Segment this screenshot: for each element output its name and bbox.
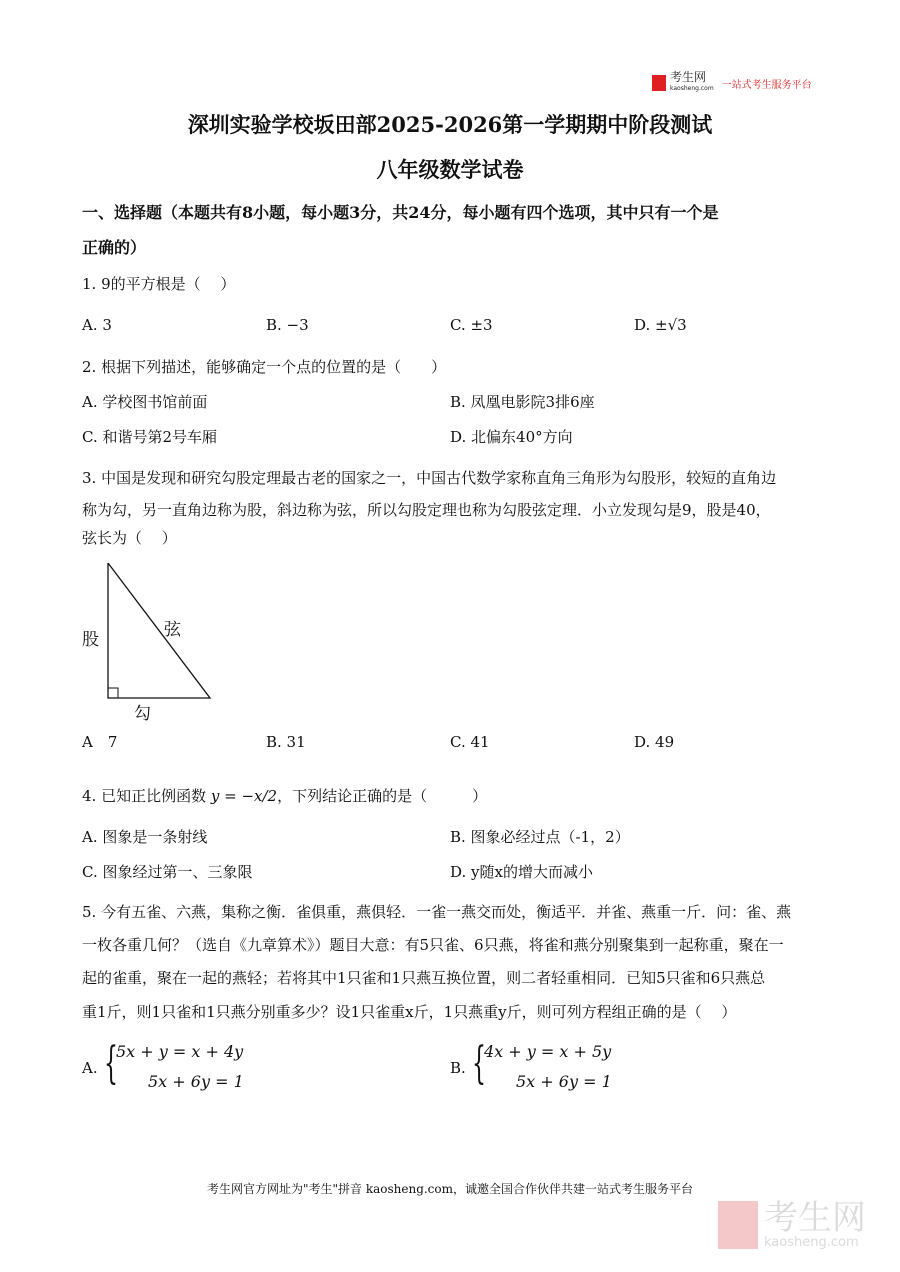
q3-option-c: C. 41 (450, 733, 490, 751)
q5-option-b-label: B. (450, 1059, 466, 1077)
kaosheng-logo (652, 72, 812, 94)
q5-b-eq2: 5x + 6y = 1 (516, 1072, 612, 1091)
watermark (718, 1200, 866, 1250)
q2-option-a: A. 学校图书馆前面 (82, 393, 208, 411)
right-triangle-figure (0, 0, 260, 720)
watermark-name: 考生网 (764, 1198, 866, 1238)
page-title: 深圳实验学校坂田部2025-2026第一学期期中阶段测试 (187, 112, 713, 137)
q2-option-d: D. 北偏东40°方向 (450, 428, 573, 446)
q1-option-b: B. −3 (266, 316, 309, 334)
q1-option-d: D. ±√3 (634, 316, 687, 334)
q4-option-c: C. 图象经过第一、三象限 (82, 863, 253, 881)
logo-name: 考生网 (670, 70, 707, 84)
footer-text: 考生网官方网址为"考生"拼音 kaosheng.com，诚邀全国合作伙伴共建一站式考生服务平台 (206, 1182, 694, 1196)
q5-stem-1: 5. 今有五雀、六燕，集称之衡．雀俱重，燕俱轻．一雀一燕交而处，衡适平．并雀、燕重一斤．问：雀、燕 (82, 903, 792, 921)
q4-option-b: B. 图象必经过点（-1，2） (450, 828, 630, 846)
brace-icon: { (104, 1038, 118, 1089)
q5-stem-4: 重1斤，则1只雀和1只燕分别重多少？设1只雀重x斤，1只燕重y斤，则可列方程组正确的是（ ） (82, 1003, 737, 1021)
q5-stem-2: 一枚各重几何？（选自《九章算术》）题目大意：有5只雀、6只燕，将雀和燕分别聚集到一起称重，聚在一 (82, 936, 784, 954)
section-heading-cont: 正确的） (82, 238, 147, 257)
q5-a-eq2: 5x + 6y = 1 (148, 1072, 244, 1091)
watermark-logo-icon (718, 1201, 758, 1249)
q1-stem: 1. 9的平方根是（ ） (82, 275, 236, 293)
q4-option-a: A. 图象是一条射线 (82, 828, 208, 846)
logo-slogan: 一站式考生服务平台 (721, 79, 812, 91)
logo-mark-icon (652, 75, 666, 91)
q4-stem (82, 786, 487, 806)
q3-stem-3: 弦长为（ ） (82, 529, 177, 547)
logo-domain: kaosheng.com (670, 85, 714, 92)
q5-a-eq1: 5x + y = x + 4y (116, 1042, 244, 1061)
q3-option-b: B. 31 (266, 733, 306, 751)
q4-stem-pre: 4. 已知正比例函数 (82, 787, 207, 805)
q1-option-c: C. ±3 (450, 316, 493, 334)
q4-formula: y = −x/2 (210, 787, 278, 805)
q3-option-d: D. 49 (634, 733, 675, 751)
label-xian: 弦 (164, 620, 181, 640)
q5-stem-3: 起的雀重，聚在一起的燕轻；若将其中1只雀和1只燕互换位置，则二者轻重相同．已知5只雀和6只燕总 (82, 969, 766, 987)
q4-stem-post: ，下列结论正确的是（ ） (277, 787, 488, 805)
watermark-domain: kaosheng.com (764, 1235, 859, 1250)
q3-option-a: A 7 (82, 733, 118, 751)
q1-option-a: A. 3 (82, 316, 112, 334)
label-gu: 股 (82, 630, 99, 650)
q5-option-a-label: A. (82, 1059, 98, 1077)
section-heading: 一、选择题（本题共有8小题，每小题3分，共24分，每小题有四个选项，其中只有一个是 (82, 203, 719, 222)
q4-option-d: D. y随x的增大而减小 (450, 863, 593, 881)
q3-stem-2: 称为勾，另一直角边称为股，斜边称为弦，所以勾股定理也称为勾股弦定理．小立发现勾是9，股是40， (82, 501, 771, 519)
q2-option-c: C. 和谐号第2号车厢 (82, 428, 218, 446)
label-gou: 勾 (134, 704, 151, 724)
brace-icon: { (472, 1038, 486, 1089)
q2-option-b: B. 凤凰电影院3排6座 (450, 393, 595, 411)
q3-stem-1: 3. 中国是发现和研究勾股定理最古老的国家之一，中国古代数学家称直角三角形为勾股形，较短的直角边 (82, 469, 777, 487)
q5-b-eq1: 4x + y = x + 5y (484, 1042, 612, 1061)
q2-stem: 2. 根据下列描述，能够确定一个点的位置的是（ ） (82, 358, 447, 376)
page-subtitle: 八年级数学试卷 (376, 157, 524, 182)
